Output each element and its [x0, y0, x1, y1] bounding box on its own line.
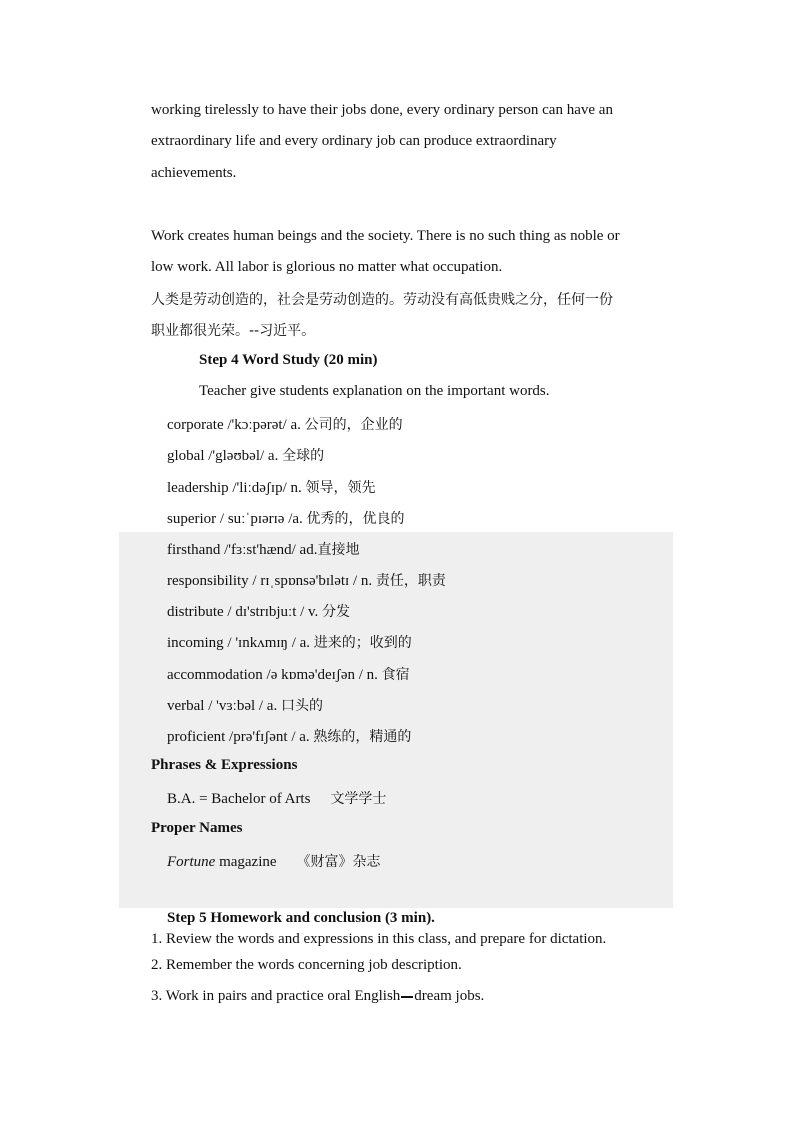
step5-heading: Step 5 Homework and conclusion (3 min). — [167, 910, 435, 926]
vocab-item — [167, 477, 376, 497]
vocab-meaning: 口头的 — [280, 698, 323, 714]
vocab-item — [167, 539, 359, 559]
vocab-word: responsibility / rɪˌspɒnsə'bɪlətɪ / n. — [167, 573, 373, 589]
vocab-item — [167, 664, 410, 684]
dash-separator — [401, 996, 413, 998]
vocab-meaning: 熟练的，精通的 — [313, 729, 412, 745]
paragraph-1-line-1: working tirelessly to have their jobs done, every ordinary person can have an — [151, 102, 613, 118]
homework-text-b: dream jobs. — [414, 988, 485, 1004]
quote-cn-line-2: 职业都很光荣。--习近平。 — [151, 323, 316, 339]
vocab-meaning: 进来的；收到的 — [313, 635, 412, 651]
homework-item — [151, 957, 462, 974]
vocab-meaning: 责任，职责 — [375, 573, 446, 589]
phrase-item — [167, 788, 386, 808]
vocab-meaning: 分发 — [322, 604, 351, 620]
phrases-heading: Phrases & Expressions — [151, 757, 298, 773]
vocab-meaning: 直接地 — [317, 542, 360, 558]
vocab-word: global /'gləʊbəl/ a. — [167, 448, 279, 464]
phrase-meaning: 文学学士 — [330, 791, 387, 807]
vocab-word: verbal / 'vɜːbəl / a. — [167, 698, 278, 714]
vocab-item — [167, 570, 446, 590]
vocab-word: leadership /'liːdəʃɪp/ n. — [167, 480, 302, 496]
vocab-word: proficient /prə'fɪʃənt / a. — [167, 729, 310, 745]
homework-number: 3. — [151, 988, 163, 1004]
homework-number: 1. — [151, 931, 163, 947]
vocab-word: corporate /'kɔːpərət/ a. — [167, 417, 301, 433]
step4-intro: Teacher give students explanation on the important words. — [199, 383, 550, 399]
step4-heading: Step 4 Word Study (20 min) — [199, 352, 378, 368]
paragraph-1-line-3: achievements. — [151, 165, 237, 181]
vocab-word: firsthand /'fɜːst'hænd/ ad. — [167, 542, 318, 558]
vocab-meaning: 领导，领先 — [305, 480, 376, 496]
vocab-item — [167, 695, 323, 715]
proper-name-italic: Fortune — [167, 854, 216, 870]
proper-name-meaning: 《财富》杂志 — [296, 854, 381, 870]
proper-name-item — [167, 851, 381, 871]
paragraph-2-line-1: Work creates human beings and the society. There is no such thing as noble or — [151, 228, 620, 244]
homework-item — [151, 988, 484, 1005]
vocab-item — [167, 601, 350, 621]
vocab-meaning: 食宿 — [381, 667, 410, 683]
vocab-item — [167, 414, 403, 434]
vocab-item — [167, 508, 405, 528]
vocab-word: incoming / 'ɪnkʌmɪŋ / a. — [167, 635, 311, 651]
quote-cn-line-1: 人类是劳动创造的，社会是劳动创造的。劳动没有高低贵贱之分，任何一份 — [151, 292, 613, 308]
vocab-item — [167, 445, 324, 465]
vocab-meaning: 优秀的，优良的 — [306, 511, 405, 527]
paragraph-2-line-2: low work. All labor is glorious no matter what occupation. — [151, 259, 503, 275]
vocab-word: distribute / dɪ'strɪbjuːt / v. — [167, 604, 319, 620]
vocab-item — [167, 726, 411, 746]
proper-name-rest: magazine — [215, 854, 277, 870]
vocab-item — [167, 632, 412, 652]
paragraph-1-line-2: extraordinary life and every ordinary job can produce extraordinary — [151, 133, 557, 149]
homework-text: Remember the words concerning job description. — [166, 957, 462, 973]
proper-names-heading: Proper Names — [151, 820, 243, 836]
homework-item — [151, 931, 606, 948]
homework-text-a: Work in pairs and practice oral English — [165, 988, 401, 1004]
vocab-word: superior / suːˈpɪərɪə /a. — [167, 511, 303, 527]
homework-text: Review the words and expressions in this class, and prepare for dictation. — [166, 931, 607, 947]
phrase-text: B.A. = Bachelor of Arts — [167, 791, 311, 807]
vocab-meaning: 公司的，企业的 — [304, 417, 403, 433]
vocab-word: accommodation /ə kɒmə'deɪʃən / n. — [167, 667, 378, 683]
homework-number: 2. — [151, 957, 163, 973]
vocab-meaning: 全球的 — [282, 448, 325, 464]
